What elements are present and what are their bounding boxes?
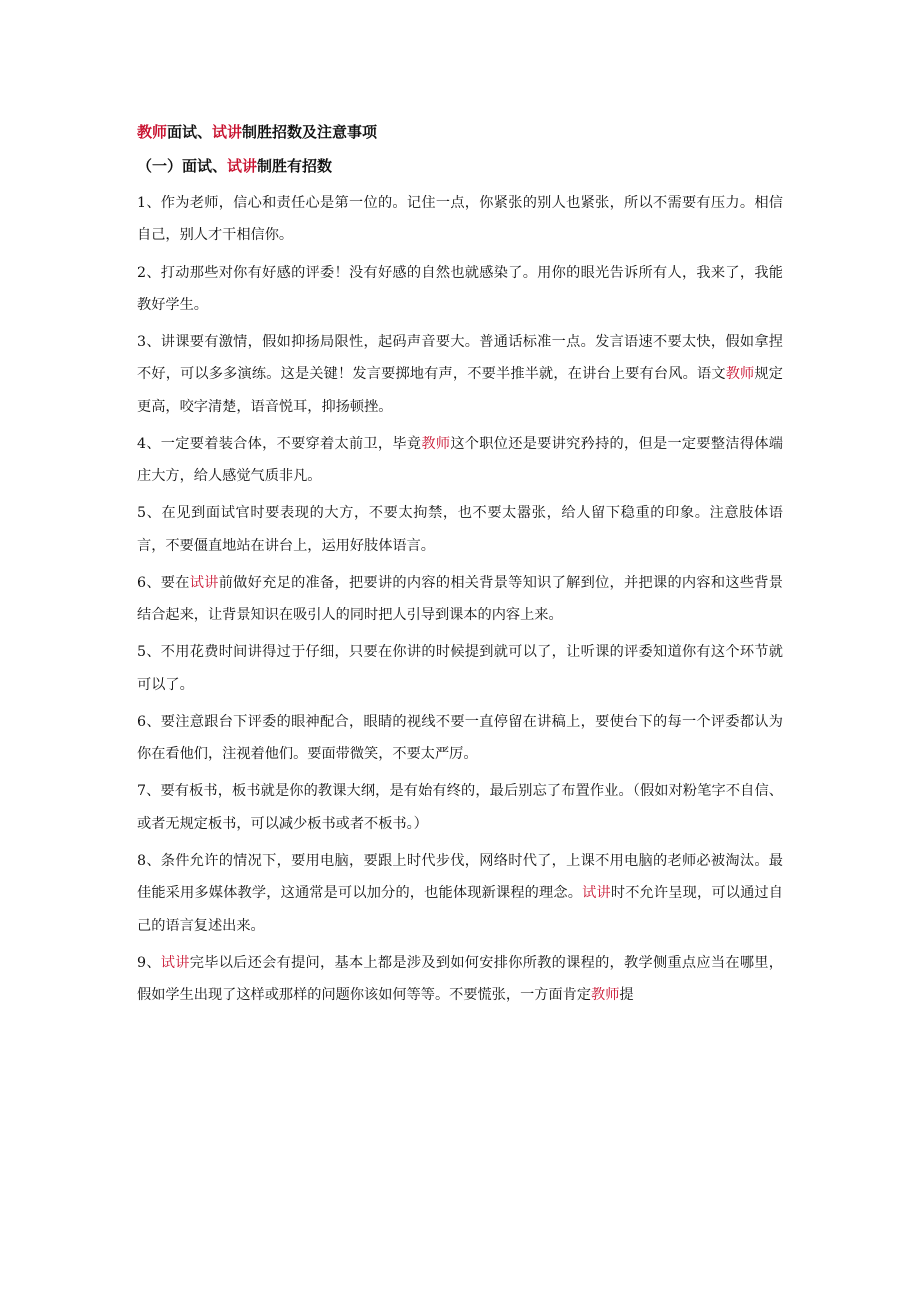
paragraph [137,947,783,1012]
highlighted-keyword: 试讲 [212,123,243,141]
highlighted-keyword: 试讲 [160,954,190,971]
document-page [137,116,783,1016]
highlighted-keyword: 试讲 [227,157,258,175]
highlighted-keyword: 试讲 [189,574,219,591]
highlighted-keyword: 试讲 [582,885,611,902]
text-run: 规定更高，咬字清楚，语音悦耳，抑扬顿挫。 [137,366,783,415]
highlighted-keyword: 教师 [591,987,620,1004]
paragraph [137,187,783,252]
text-run: 制胜招数及注意事项 [242,123,378,141]
paragraph [137,706,783,771]
paragraph [137,428,783,493]
text-run: 1、作为老师，信心和责任心是第一位的。记住一点，你紧张的别人也紧张，所以不需要有压力。相信自己，别人才干相信你。 [137,195,783,244]
text-run: 完毕以后还会有提问，基本上都是涉及到如何安排你所教的课程的，教学侧重点应当在哪里，假如学生出现了这样或那样的问题你该如何等等。不要慌张，一方面肯定 [137,954,783,1004]
text-run: 4、一定要着装合体，不要穿着太前卫，毕竟 [137,435,422,452]
highlighted-keyword: 教师 [421,435,451,452]
section-heading [137,150,783,182]
text-run: 制胜有招数 [257,157,333,175]
paragraph [137,567,783,632]
text-run: 3、讲课要有激情，假如抑扬局限性，起码声音要大。普通话标准一点。发言语速不要太快，假如拿捏不好，可以多多演练。这是关键！发言要掷地有声，不要半推半就，在讲台上要有台风。语文 [137,334,783,383]
paragraph [137,636,783,701]
text-run: 8、条件允许的情况下，要用电脑，要跟上时代步伐，网络时代了，上课不用电脑的老师必被淘汰。最佳能采用多媒体教学，这通常是可以加分的，也能体现新课程的理念。 [137,852,783,902]
text-run: 2、打动那些对你有好感的评委！没有好感的自然也就感染了。用你的眼光告诉所有人，我来了，我能教好学生。 [137,264,783,313]
document-body [137,187,783,1012]
document-title [137,116,783,148]
text-run: （一）面试、 [137,157,228,175]
paragraph [137,845,783,942]
text-run: 时不允许呈现，可以通过自己的语言复述出来。 [137,885,783,934]
text-run: 面试、 [167,123,213,141]
highlighted-keyword: 教师 [725,366,755,383]
text-run: 5、在见到面试官时要表现的大方，不要太拘禁，也不要太嚣张，给人留下稳重的印象。注意肢体语言，不要僵直地站在讲台上，运用好肢体语言。 [137,505,783,554]
paragraph [137,257,783,322]
text-run: 6、要在 [137,574,190,591]
text-run: 7、要有板书，板书就是你的教课大纲，是有始有终的，最后别忘了布置作业。（假如对粉笔字不自信、或者无规定板书，可以减少板书或者不板书。） [137,783,783,832]
text-run: 6、要注意跟台下评委的眼神配合，眼睛的视线不要一直停留在讲稿上，要使台下的每一个评委都认为你在看他们，注视着他们。要面带微笑，不要太严厉。 [137,713,783,763]
text-run: 前做好充足的准备，把要讲的内容的相关背景等知识了解到位，并把课的内容和这些背景结合起来，让背景知识在吸引人的同时把人引导到课本的内容上来。 [137,574,783,624]
text-run: 9、 [137,954,161,971]
text-run: 提 [619,987,634,1004]
paragraph [137,775,783,840]
paragraph [137,497,783,562]
text-run: 5、不用花费时间讲得过于仔细，只要在你讲的时候提到就可以了，让听课的评委知道你有这个环节就可以了。 [137,644,783,693]
paragraph [137,326,783,423]
text-run: 这个职位还是要讲究矜持的，但是一定要整洁得体端庄大方，给人感觉气质非凡。 [137,435,783,485]
highlighted-keyword: 教师 [137,123,168,141]
